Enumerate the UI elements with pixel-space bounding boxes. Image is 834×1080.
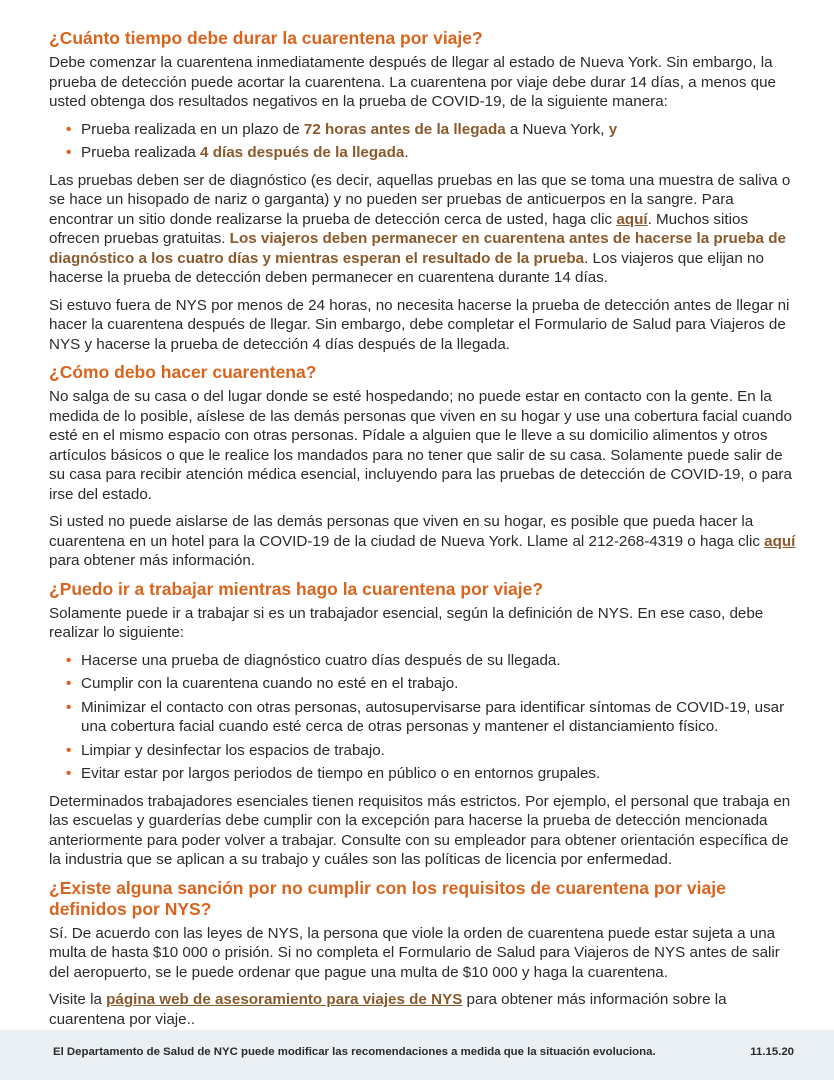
list-item: • Cumplir con la cuarentena cuando no esté en el trabajo. (66, 675, 459, 692)
bullet-icon: • (66, 741, 72, 759)
bullet-icon: • (66, 698, 72, 716)
paragraph-quarantine-rules: No salga de su casa o del lugar donde se esté hospedando; no puede estar en contacto con la gente. En la medida de lo posible, aíslese de las demás personas que viven en su hogar y use una cobertura facial cuando esté en el mismo espacio con otras personas. Pídale a alguien que le lleve a su domicilio alimentos y otros artículos básicos o que le realice los mandados para no tener que salir de su casa. Solamente puede salir de su casa para recibir atención médica esencial, incluyendo para las pruebas de detección de COVID-19, o para irse del estado. (49, 388, 792, 503)
footer-disclaimer: El Departamento de Salud de NYC puede modificar las recomendaciones a medida que la situación evoluciona. (53, 1046, 656, 1058)
paragraph-penalty: Sí. De acuerdo con las leyes de NYS, la persona que viole la orden de cuarentena puede estar sujeta a una multa de hasta $10 000 o prisión. Si no completa el Formulario de Salud para Viajeros de NYS antes de salir del aeropuerto, se le puede ordenar que pague una multa de $10 000 y haga la cuarentena. (49, 924, 780, 981)
list-item: • Hacerse una prueba de diagnóstico cuatro días después de su llegada. (66, 651, 561, 669)
hotel-info-link[interactable]: aquí (764, 532, 796, 550)
list-item: • Limpiar y desinfectar los espacios de trabajo. (66, 741, 385, 759)
section-heading-work: ¿Puedo ir a trabajar mientras hago la cuarentena por viaje? (49, 578, 544, 599)
bullet-icon: • (66, 675, 72, 692)
nys-travel-advisory-link[interactable]: página web de asesoramiento para viajes de NYS (106, 991, 463, 1008)
paragraph-duration-intro: Debe comenzar la cuarentena inmediatamente después de llegar al estado de Nueva York. Sin embargo, la prueba de detección puede acortar la cuarentena. La cuarentena por viaje debe durar 14 días, a menos que usted obtenga dos resultados negativos en la prueba de COVID-19, de la siguiente manera: (49, 54, 776, 110)
page-footer (0, 1030, 834, 1080)
document-body (49, 28, 801, 1037)
testing-site-link[interactable]: aquí (616, 210, 648, 228)
paragraph-more-info: Visite la página web de asesoramiento para viajes de NYS para obtener más información sobre la cuarentena por viaje.. (49, 991, 727, 1028)
paragraph-strict-requirements: Determinados trabajadores esenciales tienen requisitos más estrictos. Por ejemplo, el personal que trabaja en las escuelas y guarderías debe cumplir con la excepción para hacerse la prueba de detección mencionada anteriormente para poder volver a trabajar. Consulte con su empleador para obtener orientación específica de la industria que se aplican a su trabajo y cuáles son las políticas de licencia por enfermedad. (49, 792, 791, 868)
bullet-icon: • (66, 651, 72, 669)
paragraph-essential-workers: Solamente puede ir a trabajar si es un trabajador esencial, según la definición de NYS. En ese caso, debe realizar lo siguiente: (49, 604, 764, 641)
list-item: • Minimizar el contacto con otras personas, autosupervisarse para identificar síntomas de COVID-19, usar una cobertura facial cuando esté cerca de otras personas y mantener el distanciamiento físico. (66, 698, 785, 735)
section-heading-penalty: ¿Existe alguna sanción por no cumplir con los requisitos de cuarentena por viaje definidos por NYS? (49, 877, 726, 919)
test-timing-list (49, 120, 801, 163)
footer-date: 11.15.20 (750, 1046, 794, 1058)
list-item: • Prueba realizada en un plazo de 72 horas antes de la llegada a Nueva York, y (66, 120, 618, 138)
list-item: • Evitar estar por largos periodos de tiempo en público o en entornos grupales. (66, 765, 601, 782)
bullet-icon: • (66, 765, 72, 782)
list-item: • Prueba realizada 4 días después de la llegada. (66, 144, 409, 161)
paragraph-short-trip: Si estuvo fuera de NYS por menos de 24 horas, no necesita hacerse la prueba de detección antes de llegar ni hacer la cuarentena después de llegar. Sin embargo, debe completar el Formulario de Salud para Viajeros de NYS y hacerse la prueba de detección 4 días después de la llegada. (49, 296, 790, 353)
bullet-icon: • (66, 144, 72, 161)
section-heading-duration: ¿Cuánto tiempo debe durar la cuarentena por viaje? (49, 28, 483, 48)
section-heading-how-to-quarantine: ¿Cómo debo hacer cuarentena? (49, 362, 317, 382)
worker-requirements-list (49, 651, 801, 784)
paragraph-hotel-option: Si usted no puede aislarse de las demás personas que viven en su hogar, es posible que pueda hacer la cuarentena en un hotel para la COVID-19 de la ciudad de Nueva York. Llame al 212-268-4319 o haga clic aquí para obtener más información. (49, 513, 796, 569)
paragraph-test-types: Las pruebas deben ser de diagnóstico (es decir, aquellas pruebas en las que se toma una muestra de saliva o se hace un hisopado de nariz o garganta) y no pueden ser pruebas de anticuerpos en la sangre. Para encontrar un sitio donde realizarse la prueba de detección cerca de usted, haga clic aquí. Muchos sitios ofrecen pruebas gratuitas. Los viajeros deben permanecer en cuarentena antes de hacerse la prueba de diagnóstico a los cuatro días y mientras esperan el resultado de la prueba. Los viajeros que elijan no hacerse la prueba de detección deben permanecer en cuarentena durante 14 días. (49, 171, 791, 286)
bullet-icon: • (66, 120, 72, 138)
